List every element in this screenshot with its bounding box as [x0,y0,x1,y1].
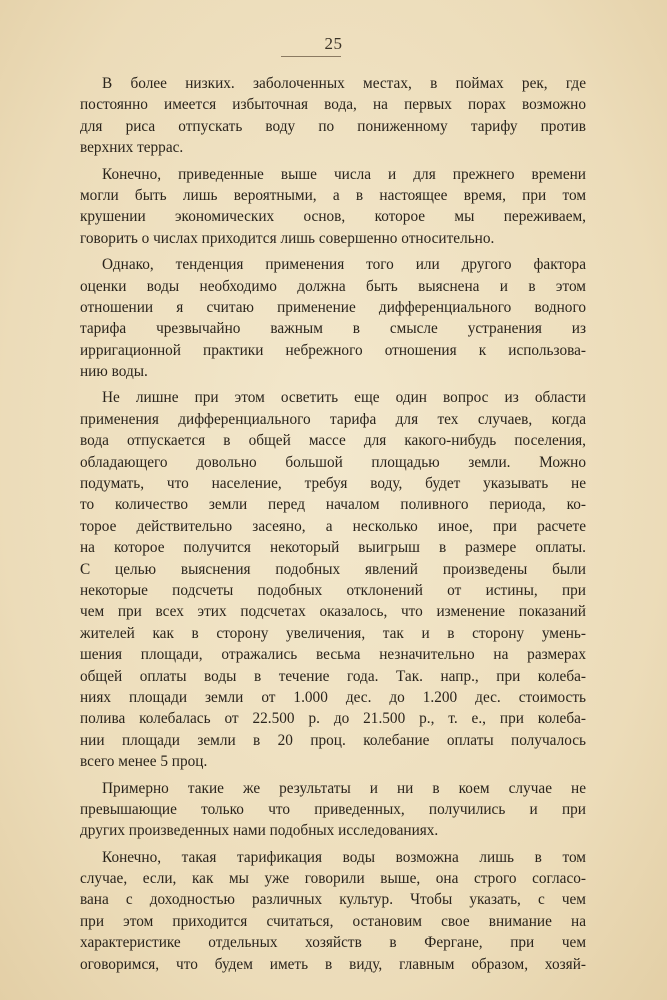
text-line: нии площади земли в 20 проц. колебание оплаты получалось [80,731,586,749]
text-line: верхних террас. [80,139,184,157]
text-line: В более низких. заболоченных местах, в поймах рек, где [102,75,586,92]
text-line: вана с доходностью различных культур. Чтобы указать, с чем [80,891,586,909]
text-line: случае, если, как мы уже говорили выше, она строго согласо- [80,870,586,888]
text-line: общей оплаты воды в течение года. Так. напр., при колеба- [80,667,586,685]
text-line: на которое получится некоторый выигрыш в размере оплаты. [80,539,586,557]
text-line: то количество земли перед началом поливного периода, ко- [80,496,586,514]
text-line: Однако, тенденция применения того или другого фактора [102,256,586,274]
text-line: постоянно имеется избыточная вода, на первых порах возможно [80,96,586,114]
text-line: ниях площади земли от 1.000 дес. до 1.200 дес. стоимость [80,688,586,706]
paragraph [80,387,586,772]
text-line: жителей как в сторону увеличения, так и в сторону умень- [80,624,586,642]
text-line: оговоримся, что будем иметь в виду, главным образом, хозяй- [80,955,586,973]
text-line: нию воды. [80,363,148,381]
text-line: ирригационной практики небрежного отношения к использова- [80,341,586,359]
paragraph [80,847,586,975]
paragraph [80,778,586,842]
text-line: обладающего довольно большой площадью земли. Можно [80,453,586,471]
text-line: некоторые подсчеты подобных отклонений от истины, при [80,581,586,599]
text-line: других произведенных нами подобных исследованиях. [80,822,439,840]
text-line: полива колебалась от 22.500 р. до 21.500 р., т. е., при колеба- [80,710,586,728]
text-line: Конечно, такая тарификация воды возможна лишь в том [102,848,586,866]
text-line: отношении я считаю применение дифференциального водного [80,298,586,316]
text-line: шения площади, отражались весьма незначительно на размерах [80,646,586,664]
text-line: применения дифференциального тарифа для тех случаев, когда [80,410,586,428]
text-line: Не лишне при этом осветить еще один вопрос из области [102,389,586,407]
text-line: превышающие только что приведенных, получились и при [80,800,586,818]
text-line: для риса отпускать воду по пониженному тарифу против [80,117,586,135]
text-line: говорить о числах приходится лишь совершенно относительно. [80,229,495,247]
page-number: 25 [324,34,343,53]
text-line: Конечно, приведенные выше числа и для прежнего времени [102,165,586,183]
text-line: крушении экономических основ, которое мы переживаем, [80,208,586,226]
text-line: оценки воды необходимо должна быть выяснена и в этом [80,277,586,295]
paragraph [80,254,586,382]
text-line: подумать, что население, требуя воду, будет указывать не [80,475,586,493]
text-line: чем при всех этих подсчетах оказалось, что изменение показаний [80,603,586,621]
text-line: торое действительно засеяно, а несколько иное, при расчете [80,517,586,535]
body-text [80,73,586,980]
text-line: Примерно такие же результаты и ни в коем случае не [102,779,586,797]
text-line: С целью выяснения подобных явлений произведены были [80,560,586,578]
text-line: при этом приходится считаться, остановим свое внимание на [80,912,586,930]
text-line: тарифа чрезвычайно важным в смысле устранения из [80,320,586,338]
paragraph [80,164,586,250]
page-number-rule [281,56,341,57]
text-line: всего менее 5 проц. [80,753,208,771]
text-line: вода отпускается в общей массе для какого-нибудь поселения, [80,432,586,450]
text-line: могли быть лишь вероятными, а в настоящее время, при том [80,186,586,204]
text-line: характеристике отдельных хозяйств в Фергане, при чем [80,934,586,952]
paragraph [80,73,586,159]
